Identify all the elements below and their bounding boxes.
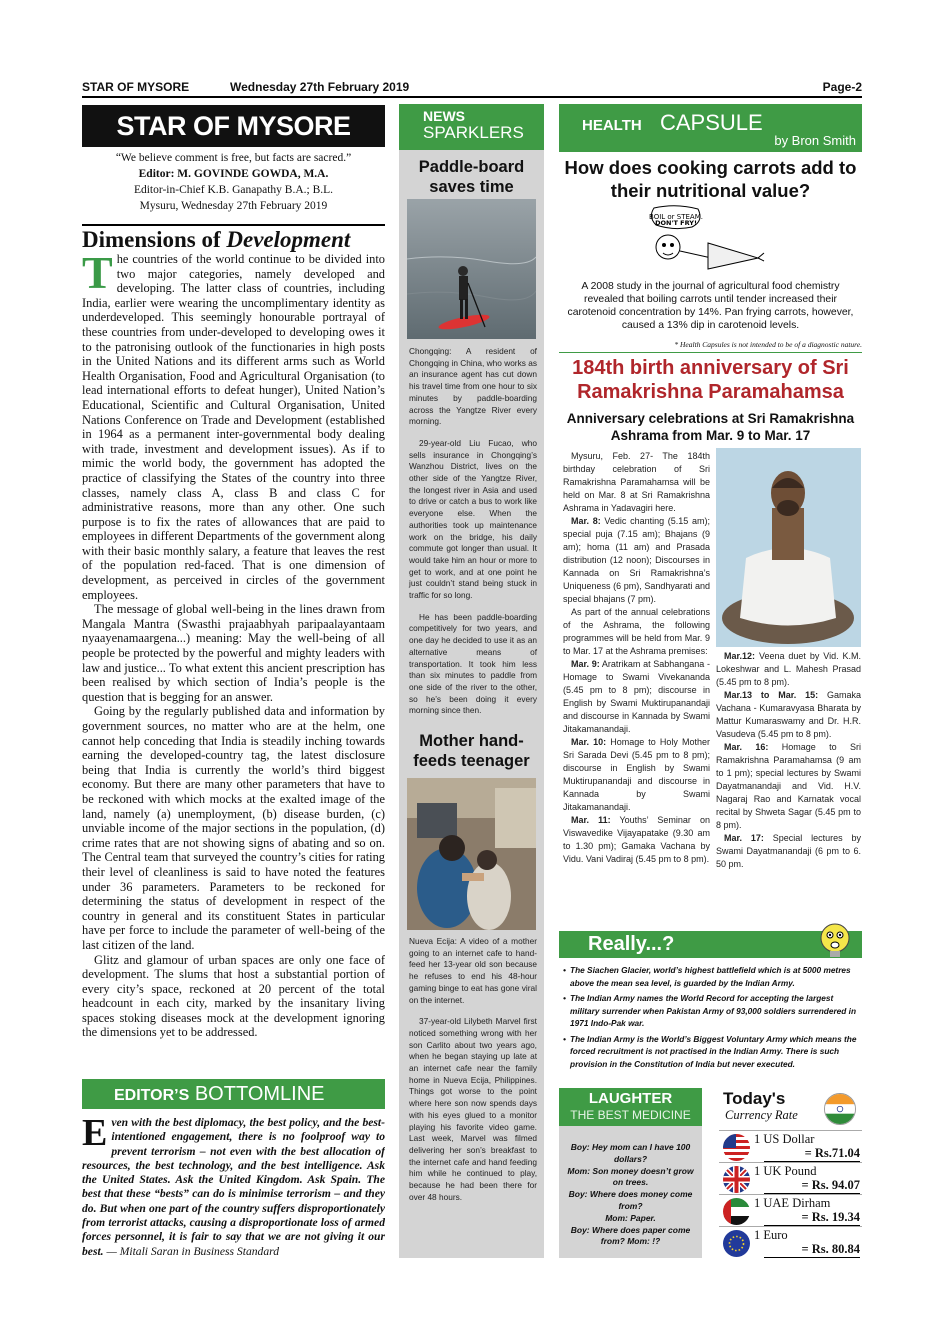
laughter-header [559,1088,702,1126]
joke-line: Mom: Paper. [605,1212,656,1223]
currency-name: 1 US Dollar [754,1132,815,1146]
currency-row [719,1194,862,1226]
motto: “We believe comment is free, but facts are sacred.” [115,152,352,164]
editor-name: Editor: M. GOVINDE GOWDA, M.A. [138,168,329,180]
joke-line: Mom: Son money doesn’t grow on trees. [567,1165,694,1188]
page-header [82,80,862,98]
currency-row [719,1130,862,1162]
schedule-item: Mar. 11: Youths’ Seminar on Viswavedike Vijayapatake (9.30 am to 1.30 pm); Gamaka Vachana by Vidu. Vani Vadiraj (5.45 pm to 8 pm). [563,815,710,864]
masthead-title: STAR OF MYSORE [82,105,385,147]
bulb-face-icon [815,920,855,960]
story2-text [409,936,537,1213]
news-sparklers-header [399,104,544,150]
health-byline: by Bron Smith [774,133,856,148]
drop-cap: E [82,1116,108,1154]
news-label-bottom: SPARKLERS [423,123,524,142]
header-page-number: Page-2 [822,80,862,94]
editorial-paragraph: The message of global well-being in the lines drawn from Mangala Mantra (Swasthi prajaabhyah paripaalayantaam nyaayenamaargena...) meaning: May the well-being of all people be protected by the powerful and mighty leaders with law and justice... To what extent this ancient prescription has been realised by which section of India’s people is the question that is begging for an answer. [82,602,385,704]
cartoon-text: DON'T FRY! [655,219,697,227]
currency-rate: = Rs. 19.34 [764,1210,860,1226]
currency-rate: = Rs. 94.07 [764,1178,860,1194]
really-item: • The Indian Army names the World Record for accepting the largest military surrender when Pakistan Army of 93,000 soldiers surrendered in 1971 Indo-Pak war. [563,992,861,1030]
story-paragraph: Chongqing: A resident of Chongqing in China, who works as an insurance agent has cut down his travel time from one hour to six minutes by paddle-boarding across the Yangtze River every morning. [409,346,537,427]
health-question: How does cooking carrots add to their nutritional value? [564,157,857,201]
laughter-box [559,1088,702,1258]
us-flag-icon [723,1134,750,1161]
currency-name: 1 UAE Dirham [754,1196,831,1210]
bottomline-label-bold: EDITOR’S [114,1087,190,1104]
currency-title: Today's [723,1089,786,1108]
story1-headline: Paddle-board saves time [418,158,525,196]
joke-line: Boy: Where does money come from? [568,1189,693,1211]
uk-flag-icon [723,1166,750,1193]
ramakrishna-photo [716,448,861,647]
ramakrishna-title: 184th birth anniversary of Sri Ramakrishna Paramahamsa [572,357,849,403]
schedule-item: Mysuru, Feb. 27- The 184th birthday celebration of Sri Ramakrishna Paramahamsa will be held on Mar. 8 at Sri Ramakrishna Ashrama in Yadavagiri here. [563,451,710,513]
dateline: Mysuru, Wednesday 27th February 2019 [139,200,328,212]
currency-rate-box [719,1089,862,1259]
schedule-item: Mar. 16: Homage to Sri Ramakrishna Paramahamsa (9 am to 1 pm); special lectures by Swami Dayatmanandaji and Vid. H.V. Nagaraj Rao and Karnatak vocal recital by Shweta Sagar (5.45 pm to 8 pm). [716,742,861,830]
mother-feeding-photo [407,778,536,930]
editor-in-chief: Editor-in-Chief K.B. Ganapathy B.A.; B.L. [133,184,334,196]
joke-line: Boy: Hey mom can I have 100 dollars? [570,1142,691,1164]
schedule-item: Mar.12: Veena duet by Vid. K.M. Lokeshwar and L. Mahesh Prasad (5.45 pm to 8 pm). [716,651,861,687]
currency-row [719,1226,862,1258]
schedule-item: Mar.13 to Mar. 15: Gamaka Vachana - Kumaravyasa Bharata by Mattur Kumaraswamy and Dr. H.R. Vasudeva (5.45 pm to 8 pm). [716,690,861,739]
ramakrishna-column-left [563,450,710,866]
news-sparklers-column [399,104,544,1258]
currency-subtitle: Currency Rate [725,1108,798,1122]
uae-flag-icon [723,1198,750,1225]
ramakrishna-column-right [716,650,861,871]
currency-rate: = Rs. 80.84 [764,1242,860,1258]
health-capsule-header [559,104,862,152]
cartoon-text: BOIL or STEAM. [649,213,703,221]
bottomline-text: ven with the best diplomacy, the best policy, and the best-intentioned engagement, there is no foolproof way to prevent terrorism – not even with the best allocation of resources, the best technology, and the best intelligence. Ask the United States. Ask the United Kingdom. Ask Spain. The best that these “bests” can do is minimise terrorism – and they do. But when one part of the country suffers disproportionately from terrorist attacks, causing a disproportionate loss of armed forces personnel, it is fair to say that we are not giving it our best. [82,1116,385,1258]
currency-rate: = Rs.71.04 [764,1146,860,1162]
story-paragraph: Nueva Ecija: A video of a mother going to an internet cafe to hand-feed her 13-year old son because he refuses to end his 48-hour gaming binge to eat has gone viral on the internet. [409,936,537,1005]
editorial-paragraph: The countries of the world continue to be divided into two major categories, namely developed and developing. The latter class of countries, including India, earlier were wearing the uncomplimentary identity as underdeveloped. This seemingly honourable portrayal of these countries from under-developed to developing owes it to the patronising outlook of the functionaries in high posts in the United Nations and its different arms such as World Health Organisation, Food and Agricultural Organisation (to lead international efforts to defeat hunger), United Nation’s Educational, Scientific and Cultural Organisation, United Nations Conference on Trade and Development (established in 1964 as a permanent inter-governmental body dealing with trade, investment and development issues). As if to mimic the world body, the government has adopted the practice of classifying the States of the country into three classes, namely class A, class B and class C for administrative reasons, more than any other. One such purpose is to fix the rates of allowances that are paid to employees in different Departments of the government along with their basic monthly salary, a feature that leaves the rest of the population red-faced. That is one dimension of development, as perceived in circles of the government employees. [82,252,385,602]
story-paragraph: He has been paddle-boarding competitively for two years, and one day he decided to use it as an alternative means of transportation. It took him less than six minutes to paddle from one side of the river to the other, so he’s been doing it every morning since then. [409,611,537,716]
really-header: Really...? [559,931,862,958]
bottomline-body [82,1116,385,1268]
health-note: * Health Capsules is not intended to be of a diagnostic nature. [559,340,862,353]
currency-name: 1 Euro [754,1228,788,1242]
joke-line: Boy: Where does paper come from? Mom: !? [570,1224,691,1247]
editorial-title [82,224,385,253]
editorial-title-italic: Development [226,227,351,252]
ramakrishna-subtitle: Anniversary celebrations at Sri Ramakrishna Ashrama from Mar. 9 to Mar. 17 [566,411,855,443]
news-label-top: NEWS [423,108,465,124]
editorial-info [82,150,385,214]
carrot-cartoon-illustration [646,203,766,273]
schedule-item: As part of the annual celebrations of the Ashrama, the following programmes will be held from Mar. 9 to Mar. 17 at the Ashrama premises: [563,607,710,656]
health-label-bold: HEALTH [582,117,642,134]
health-label-light: CAPSULE [660,110,763,135]
really-list [563,964,861,1073]
bottomline-source: — Mitali Saran in Business Standard [106,1244,280,1258]
schedule-item: Mar. 17: Special lectures by Swami Dayatmanandaji (6 pm to 6. 50 pm. [716,833,861,869]
bottomline-label-light: BOTTOMLINE [194,1083,325,1105]
header-date: Wednesday 27th February 2019 [230,80,410,94]
editorial-paragraph: Glitz and glamour of urban spaces are only one face of development. The slums that host a substantial portion of every city’s space, reckoned at 20 percent of the total headcount in each city, marked by the insanitary living spaces stoking diseases mock at the development ignoring the dimensions yet to be addressed. [82,952,385,1040]
paddleboard-photo [407,199,536,339]
currency-name: 1 UK Pound [754,1164,817,1178]
schedule-item: Mar. 8: Vedic chanting (5.15 am); special puja (7.15 am); Bhajans (9 am); homa (11 am) and Prasada distribution (12 noon); Discourses in Kannada on Sri Ramakrishna’s Uniqueness (6 pm), Sandhyarati and special bhajans (7 pm). [563,516,710,604]
schedule-item: Mar. 9: Aratrikam at Sabhangana - Homage to Swami Vivekananda (5.45 pm to 8 pm); discourse in English by Swami Muktirupanandaji and discourse in Kannada by Swami Jitakamanandaji. [563,659,710,734]
laughter-label-top: LAUGHTER [588,1090,673,1107]
story2-headline: Mother hand-feeds teenager [413,732,530,770]
really-item: • The Siachen Glacier, world’s highest battlefield which is at 5000 metres above the mean sea level, is guarded by the Indian Army. [563,964,861,989]
india-flag-icon [824,1093,856,1125]
editorial-title-plain: Dimensions of [82,227,227,252]
health-body: A 2008 study in the journal of agricultural food chemistry revealed that boiling carrots until tender increased their carotenoid concentration by 14%. Pan frying carrots, however, caused a 13% dip in carotenoid levels. [567,281,854,331]
editorial-body [82,252,385,1072]
story1-text [409,346,537,727]
laughter-joke [563,1142,698,1248]
laughter-label-bottom: THE BEST MEDICINE [570,1108,691,1122]
currency-row [719,1162,862,1194]
eu-flag-icon [723,1230,750,1257]
header-publication: STAR OF MYSORE [82,80,190,94]
story-paragraph: 29-year-old Liu Fucao, who sells insurance in Chongqing’s Wanzhou District, lives on the other side of the Yangtze River, the longest river in Asia and used to drive or catch a bus to work like everyone else. When the authorities took up maintenance work on the bridge, his daily commute got longer than usual. It would take him an hour or more to get to work, and at one point he just couldn’t stand being stuck in traffic for so long. [409,437,537,601]
drop-cap: T [82,252,113,298]
editorial-paragraph: Going by the regularly published data and information by government sources, no matter who are at the helm, one cannot help conceding that India is steadily inching towards earning the developed-country tag, the latest disclosure being that India is currently the world’s third biggest economy. But there are many other parameters that have to be reckoned with which mocks at the exalted image of the land, namely (a) unemployment, (b) disease burden, (c) unviable income of the major sections in the population, (d) crime rates that are not showing signs of abating and so on. The Central team that surveyed the country’s cities for rating their level of cleanliness is said to have noted the features under 36 parameters. Parameters to be reckoned for determining the status of development in respect of the country in general and its constituent States in particular have per force to include the parameter of well-being of the last citizen of the land. [82,704,385,952]
schedule-item: Mar. 10: Homage to Holy Mother Sri Sarada Devi (5.45 pm to 8 pm); discourse in English by Swami Muktirupanandaji and discourse in Kannada by Swami Jitakamanandaji. [563,737,710,812]
story-paragraph: 37-year-old Lilybeth Marvel first noticed something wrong with her son Carlito about two years ago, when he began staying up late at an internet cafe near the family home in Nueva Ecija, Philippines. Things got worse to the point where here son now spends days with his eyes glued to a monitor playing his favorite video game. Last week, Marvel was filmed delivering her son’s breakfast to the internet cafe and hand feeding him while he continued to play, because he had been there for over 48 hours. [409,1016,537,1202]
currency-rows [719,1130,862,1258]
really-item: • The Indian Army is the World’s Biggest Voluntary Army which means the forced recruitment is not practised in the Indian Army. There is such provision in the Constitution of India but never executed. [563,1033,861,1071]
bottomline-header [82,1079,385,1109]
